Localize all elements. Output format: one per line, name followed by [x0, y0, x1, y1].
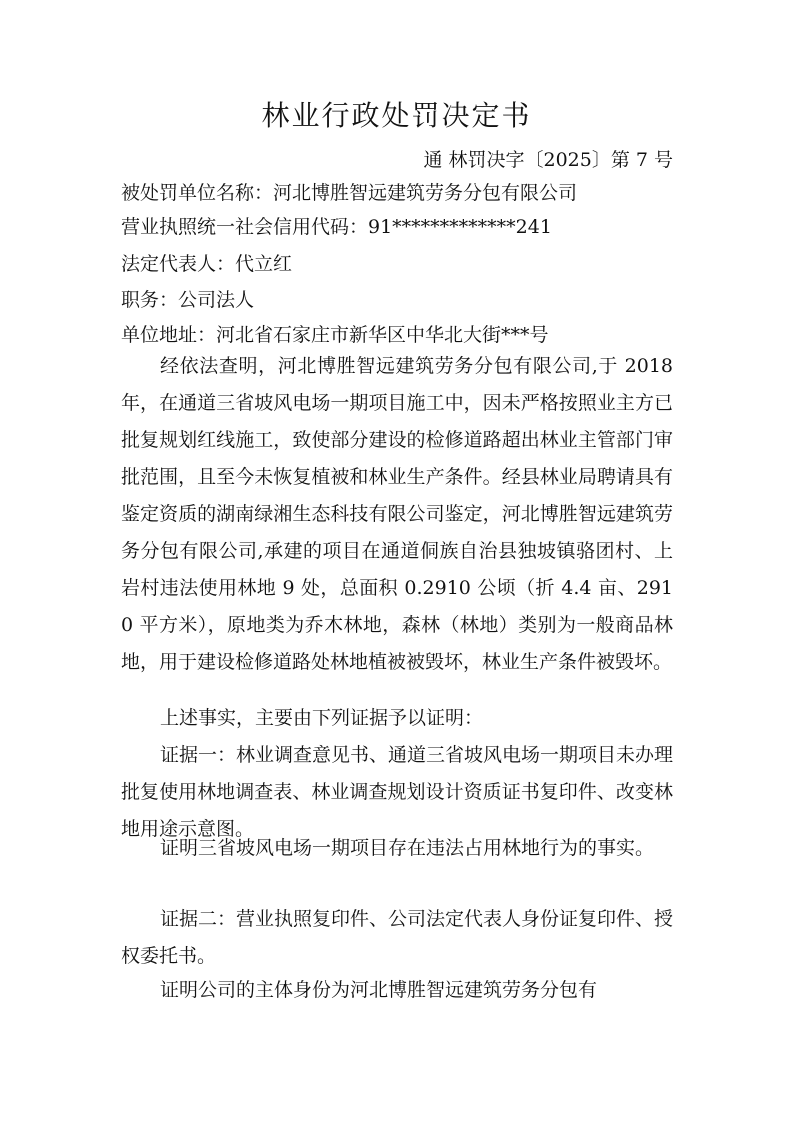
paragraph-evidence-one: 证据一：林业调查意见书、通道三省坡风电场一期项目未办理批复使用林地调查表、林业调查规划设计资质证书复印件、改变林地用途示意图。 — [121, 744, 674, 840]
position: 职务：公司法人 — [121, 289, 255, 311]
credit-code: 营业执照统一社会信用代码：91*************241 — [121, 216, 552, 238]
paragraph-proof-one: 证明三省坡风电场一期项目存在违法占用林地行为的事实。 — [160, 837, 655, 859]
paragraph-evidence-two: 证据二：营业执照复印件、公司法定代表人身份证复印件、授权委托书。 — [121, 908, 674, 967]
paragraph-evidence-intro: 上述事实，主要由下列证据予以证明： — [160, 707, 484, 729]
legal-representative: 法定代表人：代立红 — [121, 253, 293, 275]
paragraph-proof-two: 证明公司的主体身份为河北博胜智远建筑劳务分包有 — [160, 979, 598, 1001]
paragraph-facts: 经依法查明，河北博胜智远建筑劳务分包有限公司,于 2018 年，在通道三省坡风电场一期项目施工中，因未严格按照业主方已批复规划红线施工，致使部分建设的检修道路超出林业主管部门审批范围，且至今未恢复植被和林业生产条件。经县林业局聘请具有鉴定资质的湖南绿湘生态科技有限公司鉴定，河北博胜智远建筑劳务分包有限公司,承建的项目在通道侗族自治县独坡镇骆团村、上岩村违法使用林地 9 处，总面积 0.2910 公顷（折 4.4 亩、2910 平方米），原地类为乔木林地，森林（林地）类别为一般商品林地，用于建设检修道路处林地植被被毁坏，林业生产条件被毁坏。 — [121, 355, 673, 673]
party-name: 被处罚单位名称：河北博胜智远建筑劳务分包有限公司 — [121, 182, 578, 204]
unit-address: 单位地址：河北省石家庄市新华区中华北大街***号 — [121, 324, 549, 346]
document-title: 林业行政处罚决定书 — [261, 99, 532, 132]
document-number: 通 林罚决字〔2025〕第 7 号 — [423, 149, 673, 171]
